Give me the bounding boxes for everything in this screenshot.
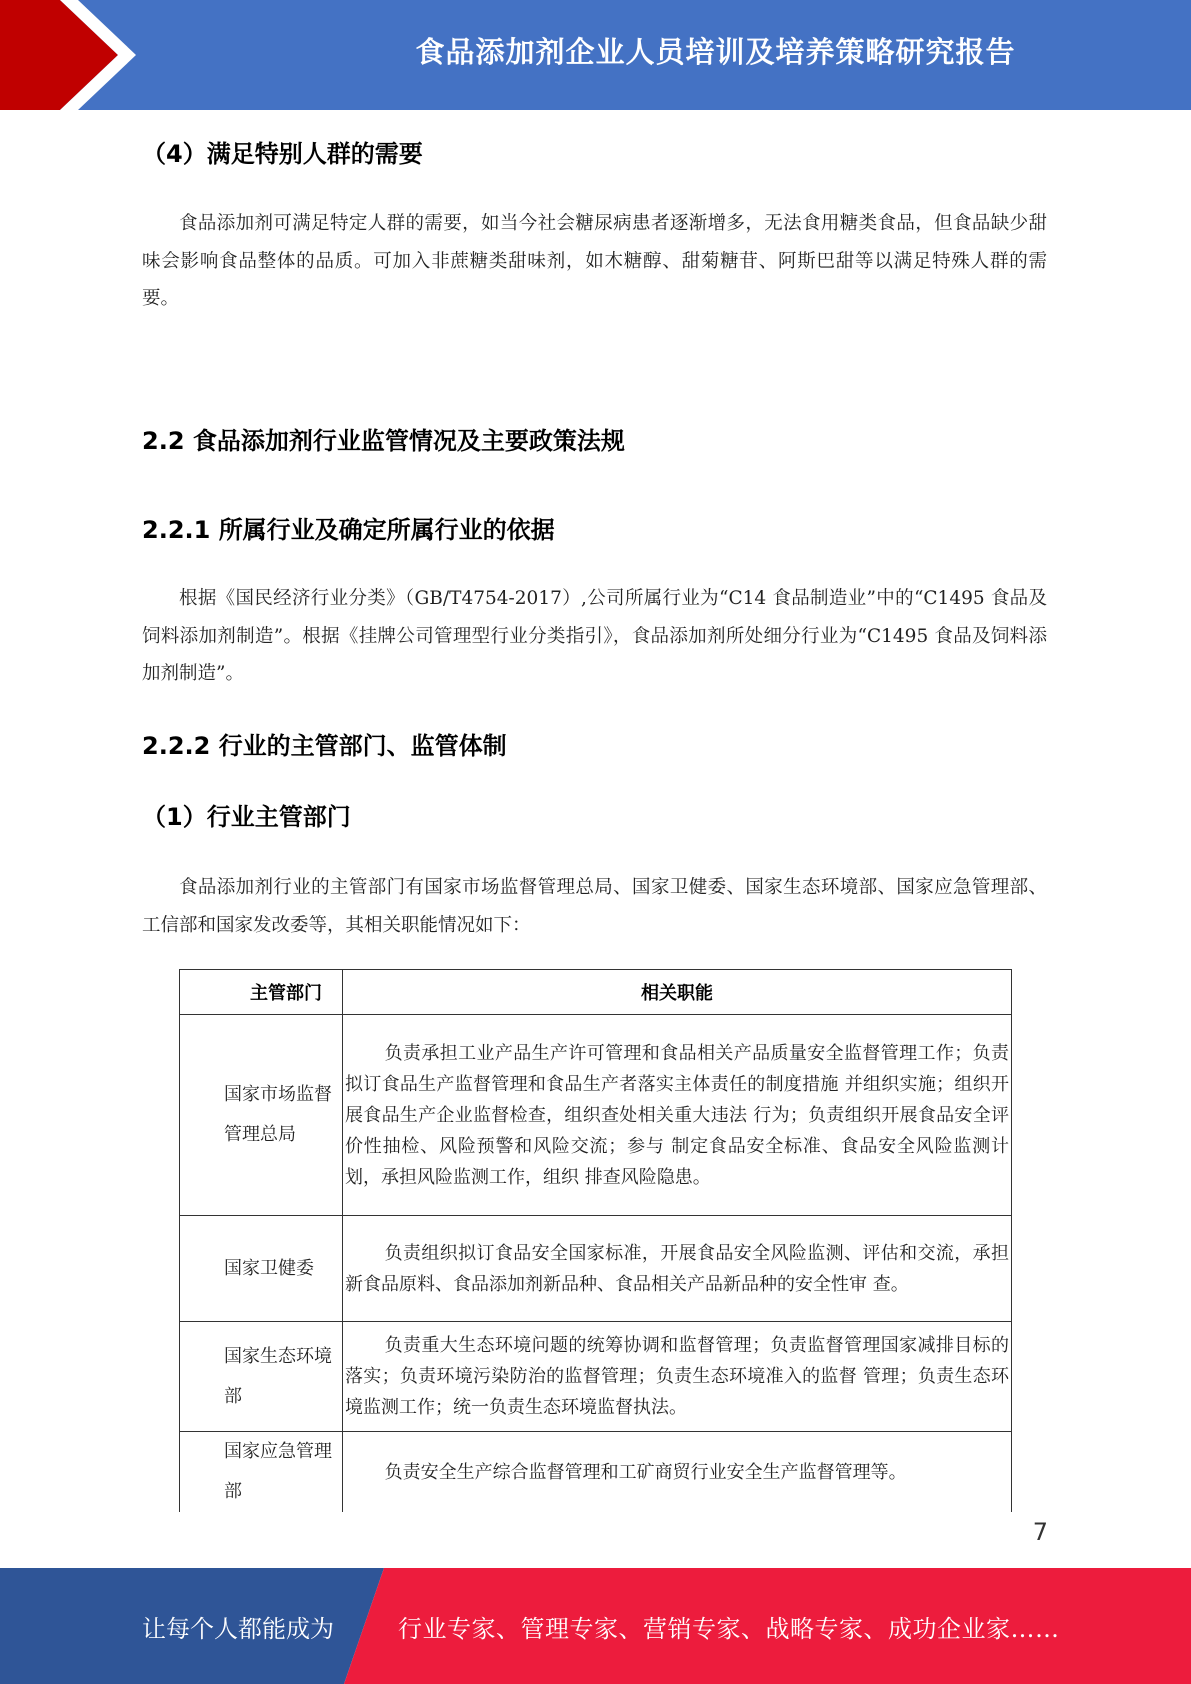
- department-cell: 国家生态环境部: [180, 1322, 343, 1432]
- page-footer-banner: [0, 1568, 1191, 1684]
- paragraph-industry-classification: 根据《国民经济行业分类》（GB/T4754-2017）,公司所属行业为“C14 食品制造业”中的“C1495 食品及饲料添加剂制造”。根据《挂牌公司管理型行业分类指引》，食品添加剂所处细分行业为“C1495 食品及饲料添加剂制造”。: [142, 588, 1047, 684]
- function-cell: 负责安全生产综合监督管理和工矿商贸行业安全生产监督管理等。: [343, 1432, 1012, 1513]
- report-title: 食品添加剂企业人员培训及培养策略研究报告: [415, 34, 1016, 69]
- heading-2-2: 2.2 食品添加剂行业监管情况及主要政策法规: [142, 427, 625, 455]
- page-header-banner: [0, 0, 1191, 110]
- paragraph-special-groups: 食品添加剂可满足特定人群的需要，如当今社会糖尿病患者逐渐增多，无法食用糖类食品，但食品缺少甜味会影响食品整体的品质。可加入非蔗糖类甜味剂，如木糖醇、甜菊糖苷、阿斯巴甜等以满足特殊人群的需要。: [142, 213, 1047, 309]
- table-row: [180, 1322, 1012, 1432]
- function-cell: 负责承担工业产品生产许可管理和食品相关产品质量安全监督管理工作；负责拟订食品生产监督管理和食品生产者落实主体责任的制度措施 并组织实施；组织开展食品生产企业监督检查，组织查处相关重大违法 行为；负责组织开展食品安全评价性抽检、风险预警和风险交流；参与 制定食品安全标准、食品安全风险监测计划，承担风险监测工作，组织 排查风险隐患。: [343, 1015, 1012, 1216]
- page-number: 7: [1032, 1518, 1048, 1546]
- function-cell: 负责组织拟订食品安全国家标准，开展食品安全风险监测、评估和交流，承担新食品原料、食品添加剂新品种、食品相关产品新品种的安全性审 查。: [343, 1216, 1012, 1322]
- heading-2-2-1: 2.2.1 所属行业及确定所属行业的依据: [142, 516, 555, 544]
- table-row: [180, 1432, 1012, 1513]
- heading-2-2-2: 2.2.2 行业的主管部门、监管体制: [142, 732, 507, 760]
- department-cell: 国家市场监督管理总局: [180, 1015, 343, 1216]
- table-row: [180, 1216, 1012, 1322]
- chevron-arrow-icon: [0, 0, 160, 110]
- table-header-row: [180, 970, 1012, 1015]
- function-cell: 负责重大生态环境问题的统筹协调和监督管理；负责监督管理国家减排目标的落实；负责环境污染防治的监督管理；负责生态环境准入的监督 管理；负责生态环境监测工作；统一负责生态环境监督执法。: [343, 1322, 1012, 1432]
- heading-competent-departments: （1）行业主管部门: [142, 803, 351, 831]
- department-cell: 国家应急管理部: [180, 1432, 343, 1513]
- heading-special-groups: （4）满足特别人群的需要: [142, 140, 423, 168]
- departments-table: [179, 969, 1012, 1512]
- column-header-department: 主管部门: [180, 970, 343, 1015]
- department-cell: 国家卫健委: [180, 1216, 343, 1322]
- column-header-function: 相关职能: [343, 970, 1012, 1015]
- paragraph-competent-departments: 食品添加剂行业的主管部门有国家市场监督管理总局、国家卫健委、国家生态环境部、国家应急管理部、工信部和国家发改委等，其相关职能情况如下：: [142, 877, 1047, 936]
- footer-slogan-left: 让每个人都能成为: [142, 1614, 334, 1643]
- table-row: [180, 1015, 1012, 1216]
- footer-slogan-right: 行业专家、管理专家、营销专家、战略专家、成功企业家……: [398, 1614, 1060, 1643]
